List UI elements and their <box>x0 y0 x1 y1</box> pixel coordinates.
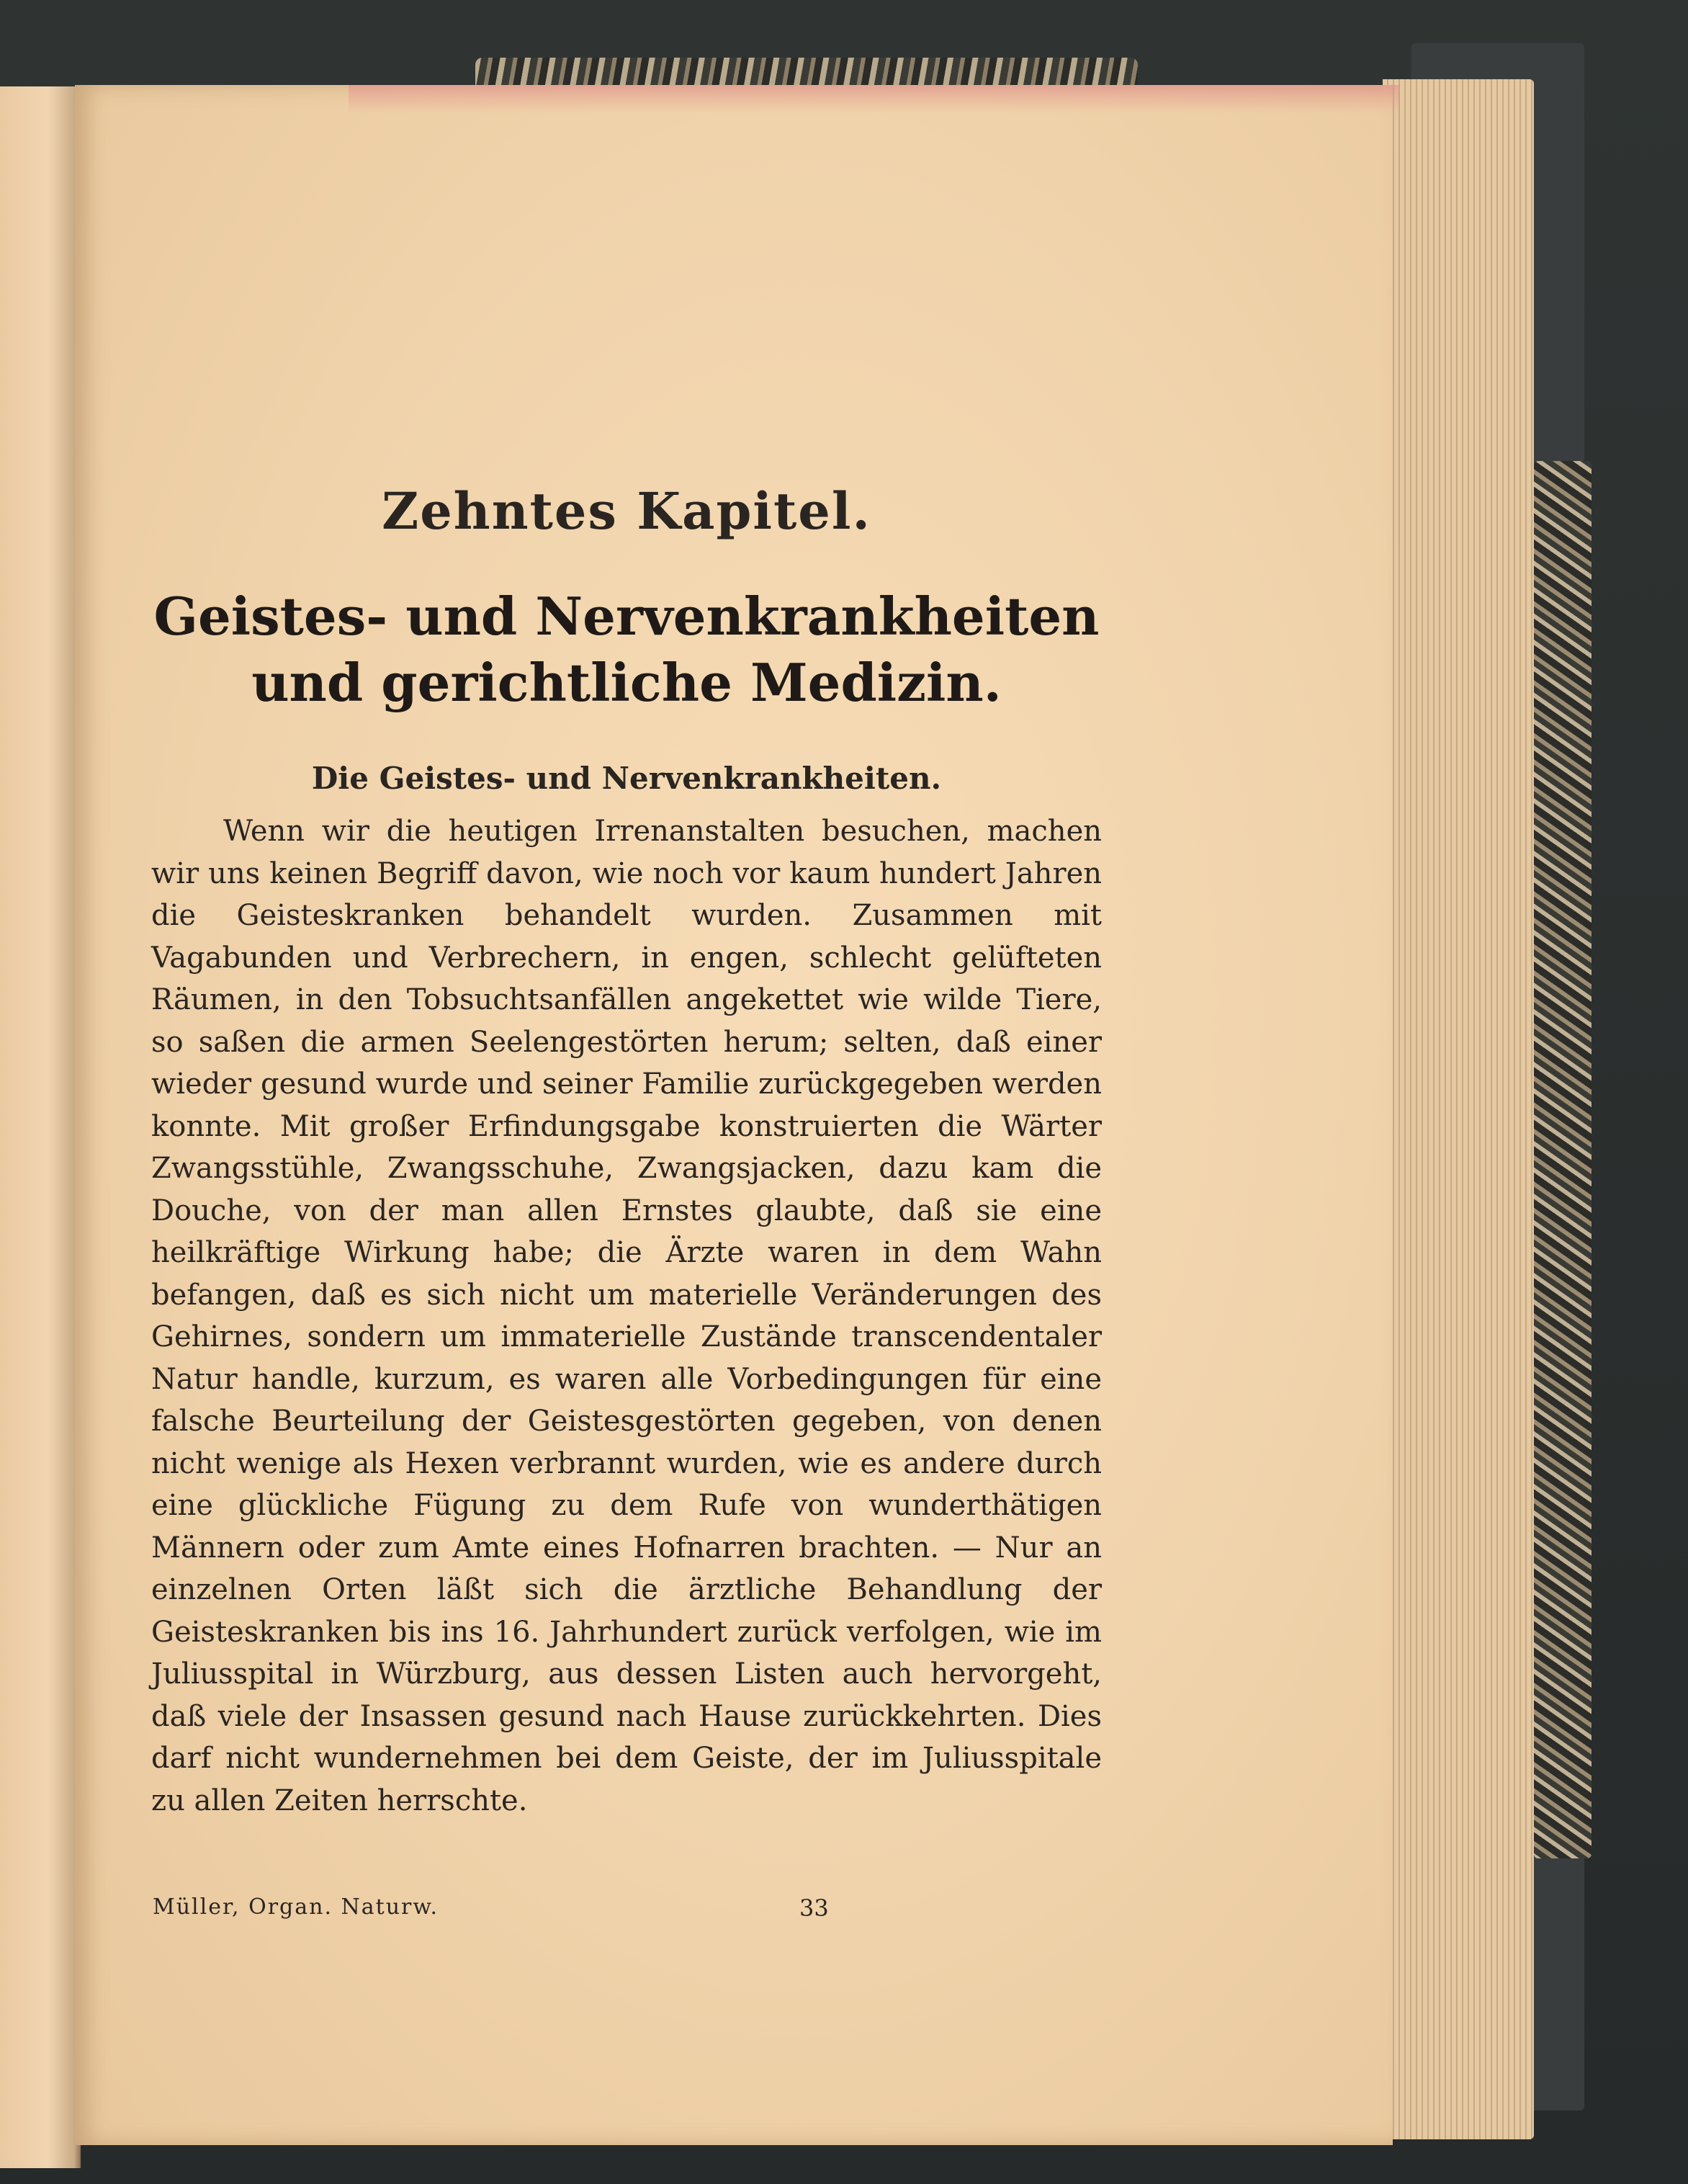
footer-author-line: Müller, Organ. Naturw. <box>153 1894 439 1920</box>
chapter-number: Zehntes Kapitel. <box>382 481 871 541</box>
chapter-title: Geistes- und Nervenkrankheiten und gerichtliche Medizin. <box>153 586 1100 713</box>
marbled-cover-edge <box>1534 461 1592 1858</box>
footer-signature-mark: 33 <box>799 1894 829 1922</box>
page-edges-stack <box>1383 79 1534 2139</box>
facing-page-edge <box>0 86 81 2168</box>
section-heading: Die Geistes- und Nervenkrankheiten. <box>311 761 942 796</box>
page-top-stain <box>349 85 1400 114</box>
body-paragraph: Wenn wir die heutigen Irrenanstalten besuchen, machen wir uns keinen Begriff davon, wie noch vor kaum hundert Jahren die Geisteskranken behandelt wurden. Zusammen mit Vagabunden und Verbrechern, in engen, schlecht gelüfteten Räumen, in den Tobsuchtsanfällen angekettet wie wilde Tiere, so saßen die armen Seelengestörten herum; selten, daß einer wieder gesund wurde und seiner Familie zurückgegeben werden konnte. Mit großer Erfindungsgabe konstruierten die Wärter Zwangsstühle, Zwangsschuhe, Zwangsjacken, dazu kam die Douche, von der man allen Ernstes glaubte, daß sie eine heilkräftige Wirkung habe; die Ärzte waren in dem Wahn befangen, daß es sich nicht um materielle Veränderungen des Gehirnes, sondern um immaterielle Zustände transcendentaler Natur handle, kurzum, es waren alle Vorbedingungen für eine falsche Beurteilung der Geistesgestörten gegeben, von denen nicht wenige als Hexen verbrannt wurden, wie es andere durch eine glückliche Fügung zu dem Rufe von wunderthätigen Männern oder zum Amte eines Hofnarren brachten. — Nur an einzelnen Orten läßt sich die ärztliche Behandlung der Geisteskranken bis ins 16. Jahrhundert zurück verfolgen, wie im Juliusspital in Würzburg, aus dessen Listen auch hervorgeht, daß viele der Insassen gesund nach Hause zurückkehrten. Dies darf nicht wundernehmen bei dem Geiste, der im Juliusspitale zu allen Zeiten herrschte. <box>151 815 1102 1817</box>
